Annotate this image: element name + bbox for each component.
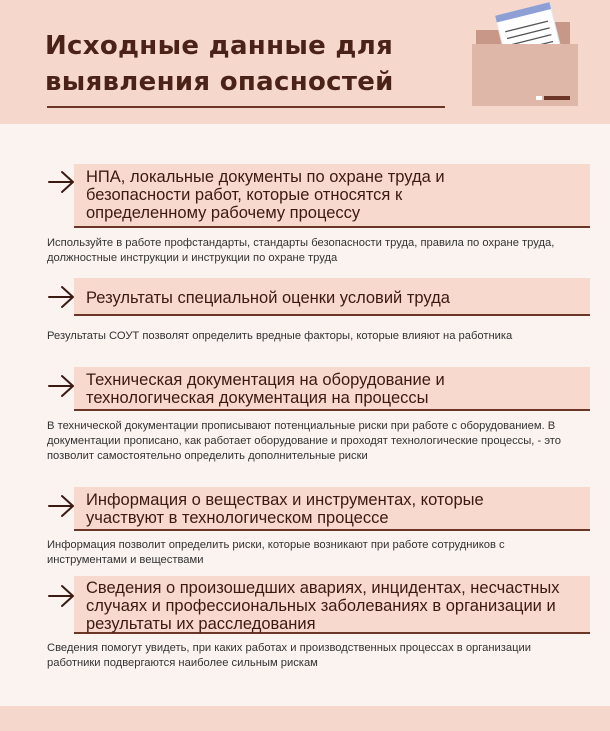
item-heading: НПА, локальные документы по охране труда и безопасности работ, которые относятся к определенному рабочему процессу xyxy=(86,168,445,222)
item-description: Информация позволит определить риски, которые возникают при работе сотрудников с инструментами и веществами xyxy=(47,539,505,566)
item-heading: Сведения о произошедших авариях, инцидентах, несчастных случаях и профессиональных заболеваниях в организации и результаты их расследования xyxy=(86,579,560,633)
arrow-right-icon xyxy=(47,285,77,309)
item-description: В технической документации прописывают потенциальные риски при работе с оборудованием. В документации прописано, как работает оборудование и проходят технологические процессы, - это позволит самостоятельно определить дополнительные риски xyxy=(47,420,562,462)
item-description: Результаты СОУТ позволят определить вредные факторы, которые влияют на работника xyxy=(47,330,513,342)
folder-with-document-icon xyxy=(470,0,580,110)
arrow-right-icon xyxy=(47,374,77,398)
item-description: Используйте в работе профстандарты, стандарты безопасности труда, правила по охране труда, должностные инструкции и инструкции по охране труда xyxy=(47,237,555,264)
arrow-right-icon xyxy=(47,494,77,518)
page-title: Исходные данные для выявления опасностей xyxy=(45,31,394,97)
item-description: Сведения помогут увидеть, при каких работах и производственных процессах в организации работники подвергаются наиболее сильным рискам xyxy=(47,642,532,669)
footer-band xyxy=(0,706,610,731)
item-heading: Информация о веществах и инструментах, которые участвуют в технологическом процессе xyxy=(86,491,484,527)
title-underline xyxy=(47,106,445,108)
item-heading: Результаты специальной оценки условий труда xyxy=(86,289,450,307)
arrow-right-icon xyxy=(47,170,77,194)
arrow-right-icon xyxy=(47,584,77,608)
item-heading: Техническая документация на оборудование и технологическая документация на процессы xyxy=(86,371,445,407)
